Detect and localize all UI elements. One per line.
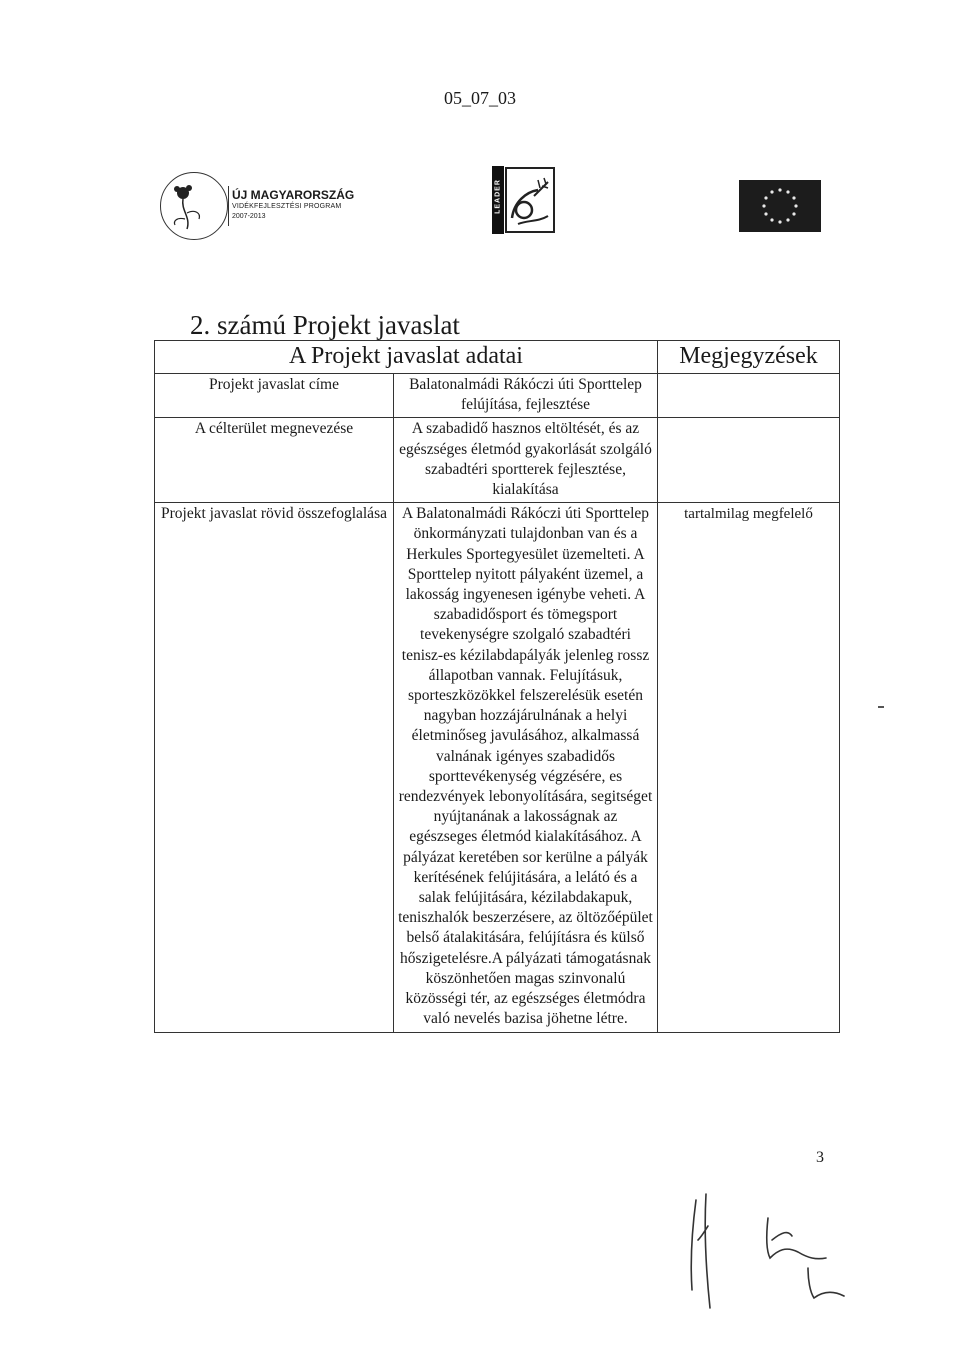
flower-emblem-icon: [160, 172, 228, 240]
logo-line-3: 2007-2013: [232, 213, 266, 220]
table-row: [155, 418, 840, 503]
page-title: 2. számú Projekt javaslat: [190, 310, 460, 340]
handwritten-signature: [668, 1180, 868, 1315]
leader-logo: [492, 166, 556, 234]
document-code: 05_07_03: [444, 88, 516, 108]
leader-text: LEADER: [494, 179, 502, 214]
row-note: tartalmilag megfelelő: [684, 506, 813, 523]
page-number: 3: [816, 1149, 824, 1166]
eu-stars-icon: [739, 180, 821, 232]
row-value: A szabadidő hasznos eltöltését, és az egészséges életmód gyakorlását szolgáló szabadtéri sportterek fejlesztése, kialakítása: [399, 420, 652, 499]
uj-magyarorszag-logo: [160, 172, 400, 242]
row-label: Projekt javaslat rövid összefoglalása: [161, 505, 387, 523]
logo-separator: [228, 186, 229, 226]
table-header-notes: Megjegyzések: [658, 341, 840, 374]
row-label: Projekt javaslat címe: [209, 376, 339, 393]
row-note: [658, 374, 839, 377]
logo-line-2: VIDÉKFEJLESZTÉSI PROGRAM: [232, 203, 342, 210]
row-note: [658, 418, 839, 421]
row-value: Balatonalmádi Rákóczi úti Sporttelep felújítása, fejlesztése: [409, 376, 642, 414]
leader-emblem-icon: [504, 166, 556, 234]
row-label: A célterület megnevezése: [194, 420, 354, 438]
table-header-row: [155, 341, 840, 374]
logo-line-1: ÚJ MAGYARORSZÁG: [232, 188, 355, 202]
table-header-data: A Projekt javaslat adatai: [155, 341, 658, 374]
table-row: [155, 503, 840, 1032]
leader-bar: [492, 166, 504, 234]
scan-mark: [878, 706, 884, 708]
row-value: A Balatonalmádi Rákóczi úti Sporttelep önkormányzati tulajdonban van és a Herkules Sportegyesület üzemelteti. A Sporttelep nyitott pályaként üzemel, a lakosság ingyenesen igénybe veheti. A szabadidősport és tömegsport tevekenységre szolgaló szabadtéri tenisz-es kézilabdapályák jelenleg rossz állapotban vannak. Felujításuk, sporteszközökkel felszerelésük esetén nagyban hozzájárulnának a helyi életminőseg javulásához, alkalmassá valnának igényes szabadidős sporttevékenység végzésére, es rendezvények lebonyolítására, segitséget nyújtanának a lakosságnak az egészseges életmód kialakításához. A pályázat keretében sor kerülne a pályák kerítésének felújitására, a lelátó és a salak felújitására, kézilabdakapuk, teniszhalók beszerzésere, az öltözőépület belső átalakitására, felújításra és külső hőszigetelésre.A pályázati támogatásnak köszönhetően magas szinvonalú közösségi tér, az egészséges életmódra való nevelés bazisa jöhetne létre.: [398, 505, 653, 1028]
table-row: [155, 374, 840, 418]
eu-flag-logo: [739, 180, 821, 232]
project-table: [154, 340, 840, 1033]
